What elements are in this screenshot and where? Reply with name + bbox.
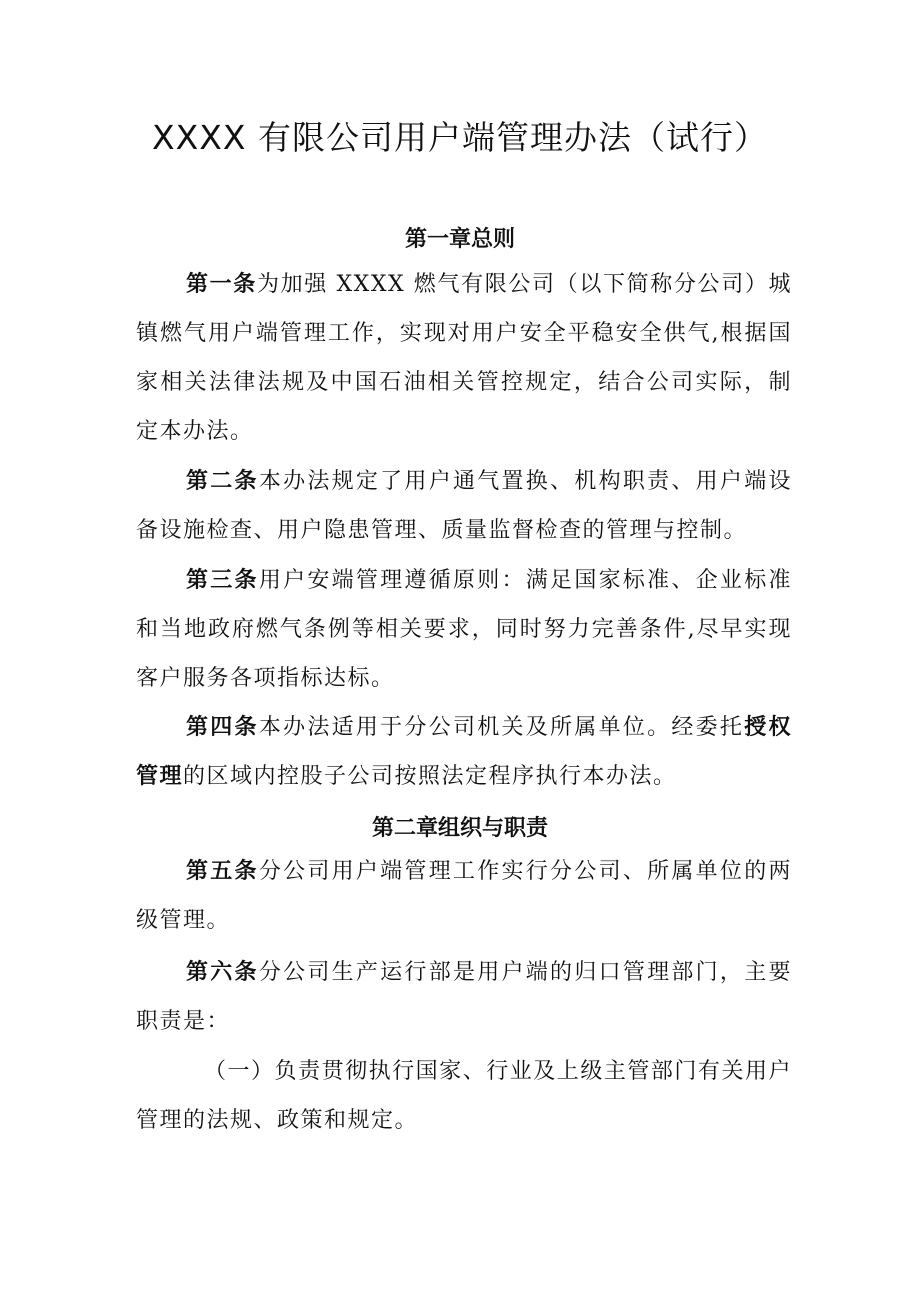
article-text: 本办法规定了用户通气置换、机构职责、用户端设备设施检查、用户隐患管理、质量监督检查的管理与控制。 xyxy=(136,469,792,543)
article-label: 第六条 xyxy=(186,960,259,985)
article-text-after: 的区域内控股子公司按照法定程序执行本办法。 xyxy=(183,764,677,789)
chapter-heading-2: 第二章组织与职责 xyxy=(371,816,548,841)
article-1 xyxy=(136,260,792,456)
document-title: XXXX 有限公司用户端管理办法（试行） xyxy=(152,118,768,157)
article-label: 第三条 xyxy=(186,568,259,593)
article-4 xyxy=(136,703,792,801)
article-text-before: 本办法适用于分公司机关及所属单位。经委托 xyxy=(258,715,745,740)
article-text: 为加强 XXXX 燃气有限公司（以下简称分公司）城镇燃气用户端管理工作，实现对用户安全平稳安全供气,根据国家相关法律法规及中国石油相关管控规定，结合公司实际，制定本办法。 xyxy=(136,272,792,444)
list-item-1: （一）负责贯彻执行国家、行业及上级主管部门有关用户管理的法规、政策和规定。 xyxy=(136,1059,792,1133)
article-label: 第一条 xyxy=(186,272,257,297)
chapter-heading-1: 第一章总则 xyxy=(404,227,515,252)
article-text: 用户安端管理遵循原则：满足国家标准、企业标准和当地政府燃气条例等相关要求，同时努力完善条件,尽早实现客户服务各项指标达标。 xyxy=(136,568,792,691)
article-label: 第五条 xyxy=(186,859,259,884)
article-3 xyxy=(136,556,792,703)
article-text: 分公司用户端管理工作实行分公司、所属单位的两级管理。 xyxy=(136,859,792,933)
article-label: 第四条 xyxy=(186,715,259,740)
article-label: 第二条 xyxy=(186,469,259,494)
article-2 xyxy=(136,457,792,555)
article-text-bold: 授权管理 xyxy=(136,715,792,789)
article-text: 分公司生产运行部是用户端的归口管理部门，主要职责是： xyxy=(136,960,792,1034)
article-5 xyxy=(136,847,792,945)
article-6 xyxy=(136,948,792,1046)
